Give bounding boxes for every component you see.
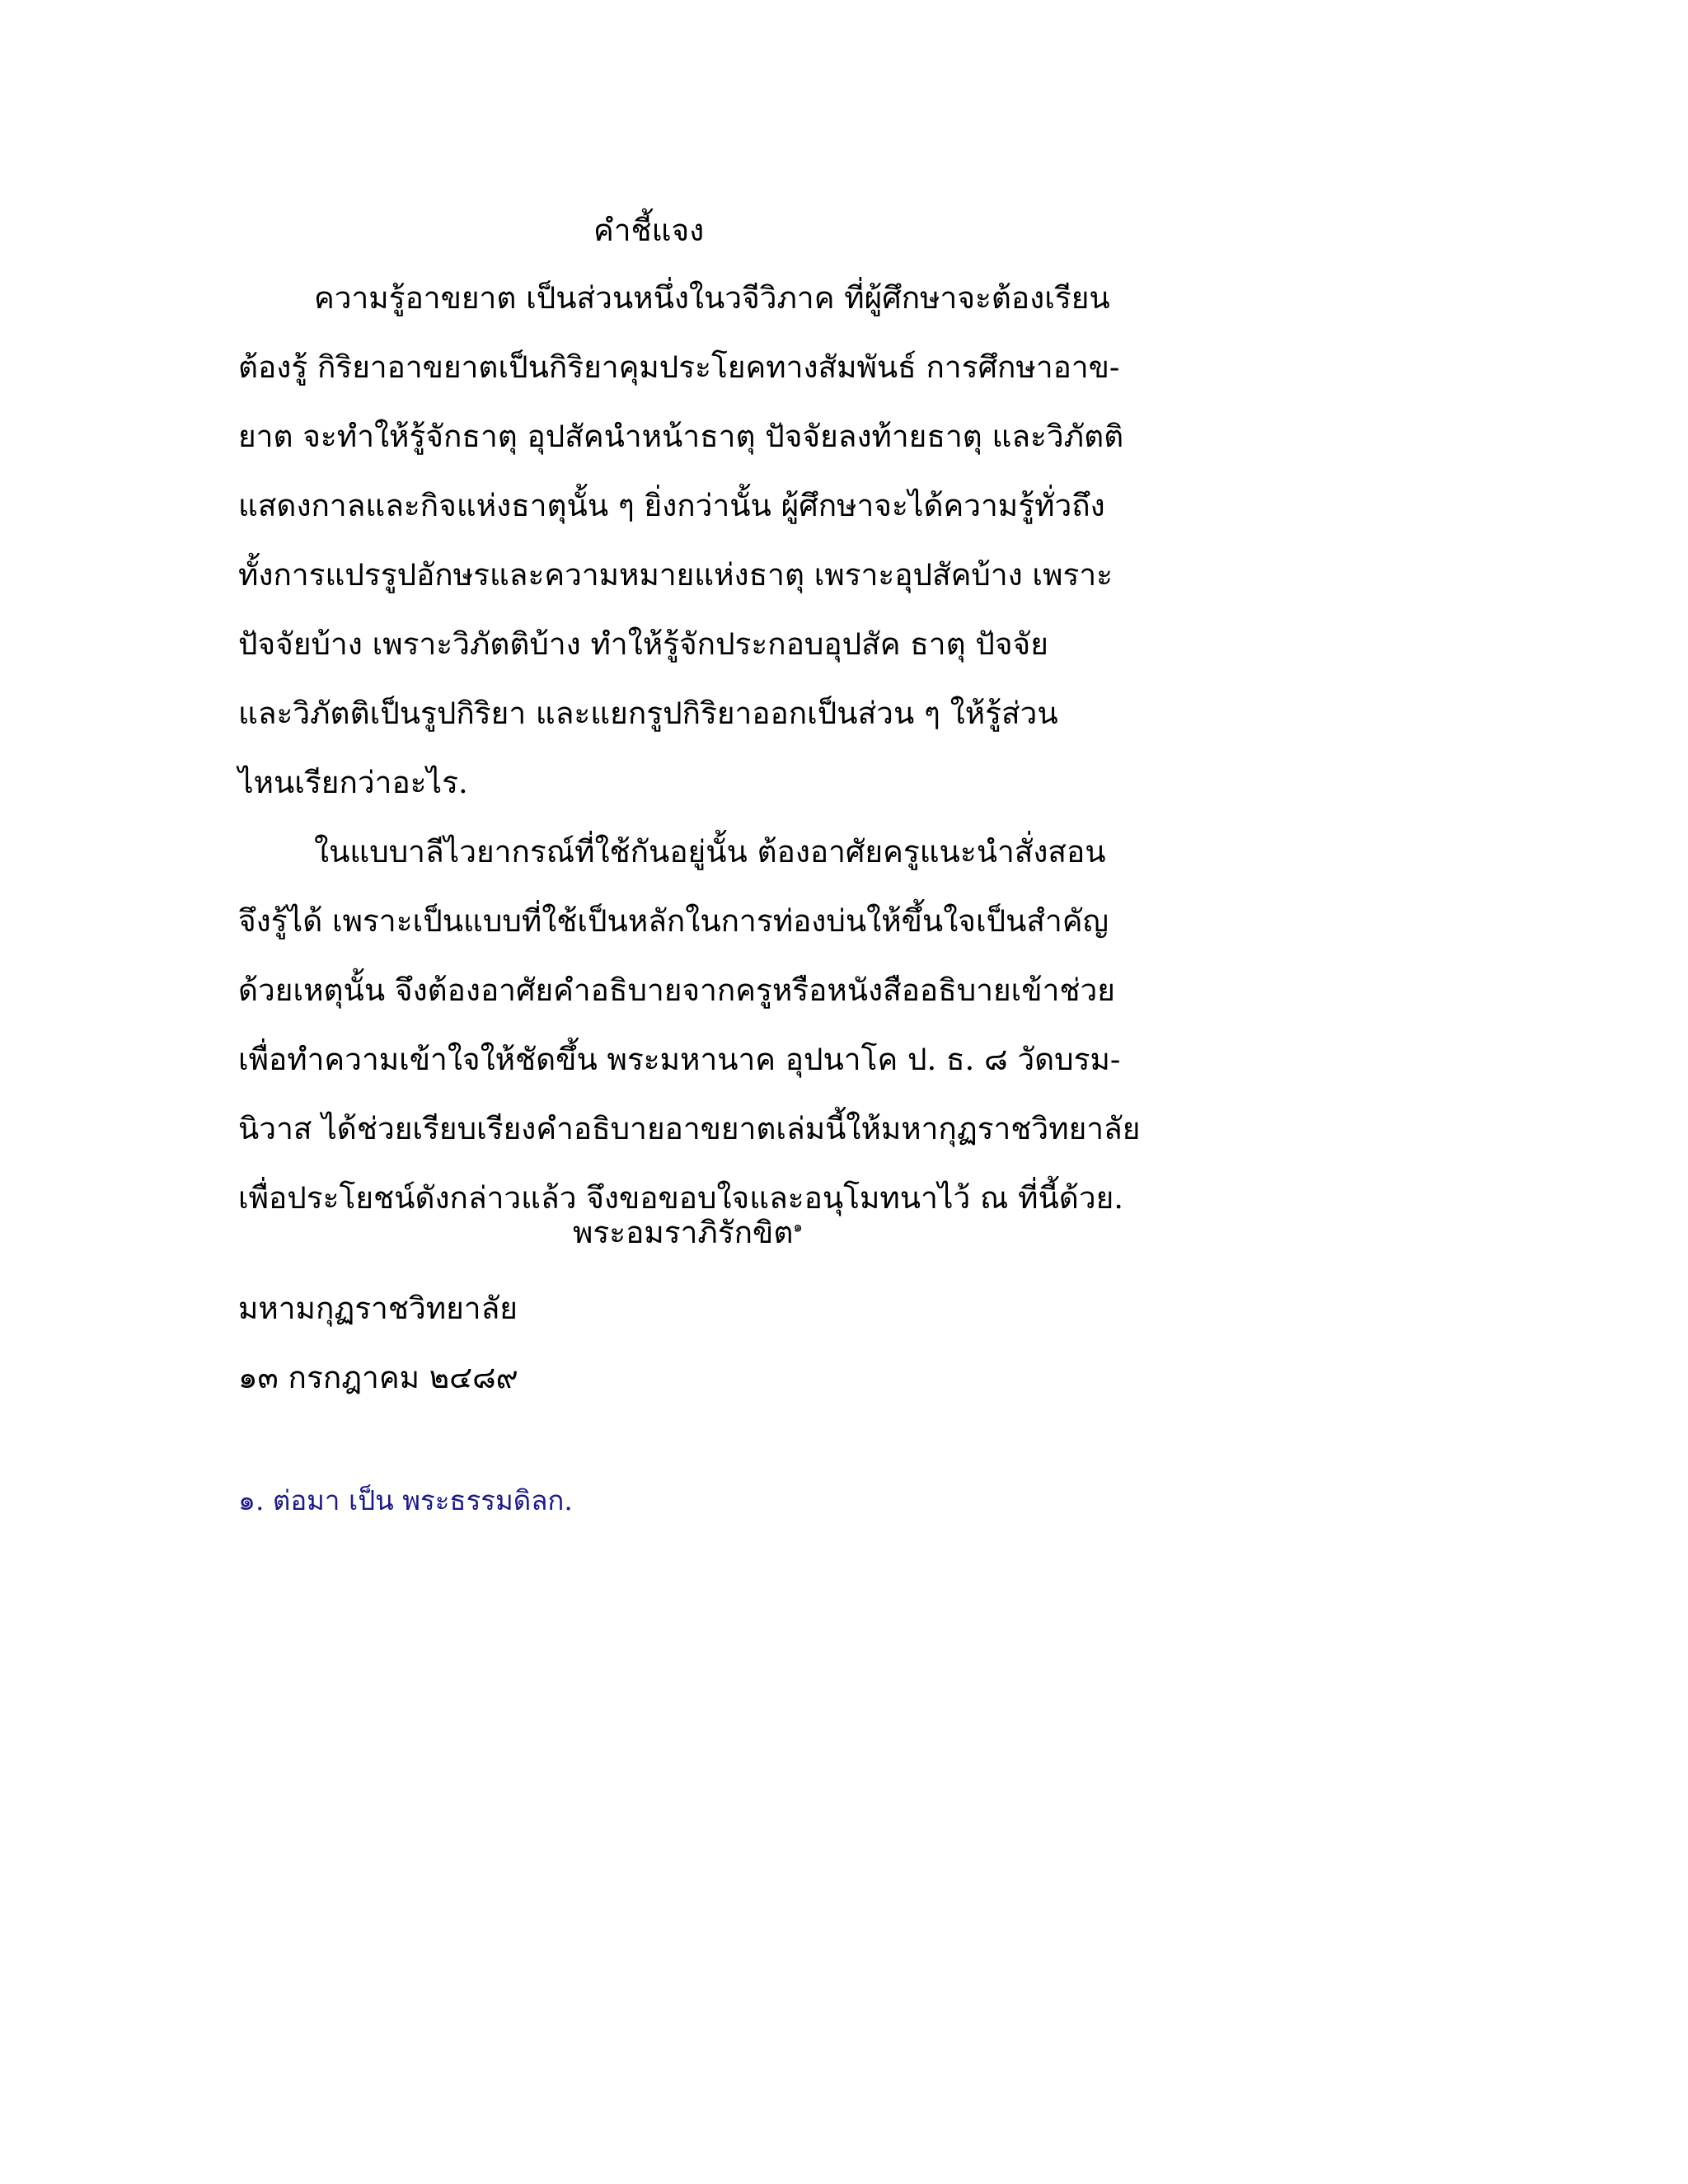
paragraph-2-line-6: เพื่อประโยชน์ดังกล่าวแล้ว จึงขอขอบใจและอนุโมทนาไว้ ณ ที่นี้ด้วย.: [238, 1180, 1124, 1216]
paragraph-1-line-8: ไหนเรียกว่าอะไร.: [238, 765, 468, 800]
paragraph-2-line-2: จึงรู้ได้ เพราะเป็นแบบที่ใช้เป็นหลักในการท่องบ่นให้ขึ้นใจเป็นสำคัญ: [238, 903, 1109, 939]
footnote: ๑. ต่อมา เป็น พระธรรมดิลก.: [238, 1484, 573, 1516]
paragraph-2-line-3: ด้วยเหตุนั้น จึงต้องอาศัยคำอธิบายจากครูหรือหนังสืออธิบายเข้าช่วย: [238, 972, 1115, 1008]
paragraph-1-line-7: และวิภัตติเป็นรูปกิริยา และแยกรูปกิริยาออกเป็นส่วน ๆ ให้รู้ส่วน: [238, 696, 1058, 731]
paragraph-1-line-6: ปัจจัยบ้าง เพราะวิภัตติบ้าง ทำให้รู้จักประกอบอุปสัค ธาตุ ปัจจัย: [238, 626, 1048, 662]
paragraph-2-line-4: เพื่อทำความเข้าใจให้ชัดขึ้น พระมหานาค อุปนาโค ป. ธ. ๘ วัดบรม-: [238, 1042, 1121, 1077]
paragraph-1-line-3: ยาต จะทำให้รู้จักธาตุ อุปสัคนำหน้าธาตุ ปัจจัยลงท้ายธาตุ และวิภัตติ: [238, 419, 1124, 454]
document-title: คำชี้แจง: [593, 213, 705, 248]
paragraph-2-line-5: นิวาส ได้ช่วยเรียบเรียงคำอธิบายอาขยาตเล่มนี้ให้มหากุฏราชวิทยาลัย: [238, 1111, 1141, 1146]
signature-name: พระอมราภิรักขิต: [573, 1215, 794, 1250]
paragraph-1-line-2: ต้องรู้ กิริยาอาขยาตเป็นกิริยาคุมประโยคทางสัมพันธ์ การศึกษาอาข-: [238, 349, 1120, 385]
organization-name: มหามกุฏราชวิทยาลัย: [238, 1291, 518, 1326]
paragraph-1-line-5: ทั้งการแปรรูปอักษรและความหมายแห่งธาตุ เพราะอุปสัคบ้าง เพราะ: [238, 557, 1113, 593]
footnote-marker: ๑: [793, 1218, 803, 1236]
paragraph-1-line-4: แสดงกาลและกิจแห่งธาตุนั้น ๆ ยิ่งกว่านั้น ผู้ศึกษาจะได้ความรู้ทั่วถึง: [238, 488, 1105, 523]
document-date: ๑๓ กรกฎาคม ๒๔๘๙: [238, 1360, 518, 1395]
signature: [573, 1212, 803, 1254]
paragraph-1-line-1: ความรู้อาขยาต เป็นส่วนหนึ่งในวจีวิภาค ที่ผู้ศึกษาจะต้องเรียน: [314, 280, 1110, 316]
paragraph-2-line-1: ในแบบาลีไวยากรณ์ที่ใช้กันอยู่นั้น ต้องอาศัยครูแนะนำสั่งสอน: [314, 834, 1106, 869]
